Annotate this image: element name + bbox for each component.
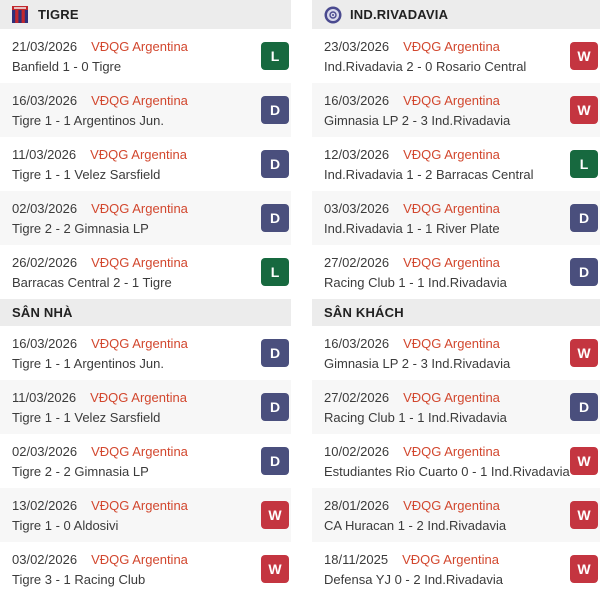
match-date: 13/02/2026 bbox=[12, 497, 78, 513]
result-badge: W bbox=[261, 555, 289, 583]
match-row[interactable] bbox=[0, 83, 291, 137]
league-link[interactable]: VĐQG Argentina bbox=[403, 146, 500, 162]
league-link[interactable]: VĐQG Argentina bbox=[403, 443, 500, 459]
match-score: Racing Club 1 - 1 Ind.Rivadavia bbox=[324, 409, 507, 425]
league-link[interactable]: VĐQG Argentina bbox=[91, 551, 188, 567]
match-row[interactable] bbox=[0, 434, 291, 488]
result-badge: D bbox=[261, 96, 289, 124]
match-list bbox=[312, 326, 600, 596]
match-row[interactable] bbox=[0, 29, 291, 83]
result-badge: W bbox=[570, 339, 598, 367]
league-link[interactable]: VĐQG Argentina bbox=[91, 200, 188, 216]
rivadavia-crest-icon bbox=[324, 6, 342, 24]
match-row[interactable] bbox=[312, 29, 600, 83]
match-score: Ind.Rivadavia 2 - 0 Rosario Central bbox=[324, 58, 527, 74]
match-score: Racing Club 1 - 1 Ind.Rivadavia bbox=[324, 274, 507, 290]
result-badge: W bbox=[261, 501, 289, 529]
section-header-rivadavia bbox=[312, 0, 600, 29]
match-info bbox=[324, 444, 570, 479]
match-date: 10/02/2026 bbox=[324, 443, 390, 459]
match-row[interactable] bbox=[312, 380, 600, 434]
match-row[interactable] bbox=[312, 83, 600, 137]
section-rivadavia-form bbox=[312, 0, 600, 299]
match-info bbox=[324, 147, 570, 182]
match-date: 26/02/2026 bbox=[12, 254, 78, 270]
league-link[interactable]: VĐQG Argentina bbox=[403, 254, 500, 270]
section-header-tigre bbox=[0, 0, 291, 29]
result-badge: L bbox=[570, 150, 598, 178]
result-badge: D bbox=[261, 150, 289, 178]
match-row[interactable] bbox=[0, 542, 291, 596]
match-row[interactable] bbox=[312, 488, 600, 542]
match-info bbox=[324, 255, 570, 290]
match-score: Ind.Rivadavia 1 - 1 River Plate bbox=[324, 220, 500, 236]
result-badge: L bbox=[261, 42, 289, 70]
match-info bbox=[12, 336, 261, 371]
match-info bbox=[12, 552, 261, 587]
match-date: 12/03/2026 bbox=[324, 146, 390, 162]
result-badge: W bbox=[570, 447, 598, 475]
match-score: Tigre 1 - 1 Velez Sarsfield bbox=[12, 166, 161, 182]
league-link[interactable]: VĐQG Argentina bbox=[403, 38, 500, 54]
result-badge: W bbox=[570, 501, 598, 529]
match-info bbox=[324, 498, 570, 533]
match-row[interactable] bbox=[0, 488, 291, 542]
match-list bbox=[0, 326, 291, 596]
match-info bbox=[324, 390, 570, 425]
result-badge: W bbox=[570, 42, 598, 70]
match-row[interactable] bbox=[0, 245, 291, 299]
tigre-shield-icon bbox=[12, 6, 30, 24]
section-tigre-form bbox=[0, 0, 291, 299]
match-score: Tigre 2 - 2 Gimnasia LP bbox=[12, 463, 149, 479]
match-date: 21/03/2026 bbox=[12, 38, 78, 54]
match-row[interactable] bbox=[312, 191, 600, 245]
match-info bbox=[12, 255, 261, 290]
match-date: 03/02/2026 bbox=[12, 551, 78, 567]
match-score: CA Huracan 1 - 2 Ind.Rivadavia bbox=[324, 517, 507, 533]
league-link[interactable]: VĐQG Argentina bbox=[403, 389, 500, 405]
result-badge: W bbox=[570, 555, 598, 583]
league-link[interactable]: VĐQG Argentina bbox=[90, 389, 187, 405]
match-score: Gimnasia LP 2 - 3 Ind.Rivadavia bbox=[324, 355, 511, 371]
result-badge: D bbox=[261, 339, 289, 367]
match-list bbox=[0, 29, 291, 299]
result-badge: D bbox=[570, 258, 598, 286]
result-badge: D bbox=[570, 204, 598, 232]
match-row[interactable] bbox=[0, 326, 291, 380]
section-home-form bbox=[0, 299, 291, 596]
league-link[interactable]: VĐQG Argentina bbox=[91, 497, 188, 513]
match-row[interactable] bbox=[312, 434, 600, 488]
match-info bbox=[12, 390, 261, 425]
match-date: 18/11/2025 bbox=[324, 551, 389, 567]
match-row[interactable] bbox=[0, 137, 291, 191]
league-link[interactable]: VĐQG Argentina bbox=[90, 146, 187, 162]
result-badge: D bbox=[570, 393, 598, 421]
match-date: 02/03/2026 bbox=[12, 200, 78, 216]
section-header-home bbox=[0, 299, 291, 326]
match-date: 16/03/2026 bbox=[12, 92, 78, 108]
match-row[interactable] bbox=[312, 542, 600, 596]
result-badge: D bbox=[261, 447, 289, 475]
result-badge: W bbox=[570, 96, 598, 124]
match-score: Gimnasia LP 2 - 3 Ind.Rivadavia bbox=[324, 112, 511, 128]
league-link[interactable]: VĐQG Argentina bbox=[402, 551, 499, 567]
league-link[interactable]: VĐQG Argentina bbox=[91, 92, 188, 108]
match-row[interactable] bbox=[0, 380, 291, 434]
section-title: TIGRE bbox=[38, 7, 79, 22]
match-date: 27/02/2026 bbox=[324, 254, 390, 270]
section-title: SÂN NHÀ bbox=[12, 305, 73, 320]
section-header-away bbox=[312, 299, 600, 326]
match-score: Tigre 2 - 2 Gimnasia LP bbox=[12, 220, 149, 236]
section-title: SÂN KHÁCH bbox=[324, 305, 404, 320]
left-column bbox=[0, 0, 291, 596]
match-row[interactable] bbox=[312, 137, 600, 191]
league-link[interactable]: VĐQG Argentina bbox=[91, 38, 188, 54]
match-date: 23/03/2026 bbox=[324, 38, 390, 54]
league-link[interactable]: VĐQG Argentina bbox=[403, 92, 500, 108]
match-info bbox=[324, 93, 570, 128]
match-score: Tigre 1 - 1 Velez Sarsfield bbox=[12, 409, 161, 425]
league-link[interactable]: VĐQG Argentina bbox=[91, 254, 188, 270]
result-badge: L bbox=[261, 258, 289, 286]
match-info bbox=[12, 147, 261, 182]
match-score: Tigre 1 - 1 Argentinos Jun. bbox=[12, 112, 164, 128]
match-date: 03/03/2026 bbox=[324, 200, 390, 216]
match-info bbox=[12, 201, 261, 236]
match-info bbox=[324, 39, 570, 74]
league-link[interactable]: VĐQG Argentina bbox=[91, 443, 188, 459]
match-date: 16/03/2026 bbox=[324, 92, 390, 108]
league-link[interactable]: VĐQG Argentina bbox=[91, 335, 188, 351]
match-info bbox=[12, 93, 261, 128]
right-column bbox=[312, 0, 600, 596]
match-list bbox=[312, 29, 600, 299]
match-row[interactable] bbox=[312, 245, 600, 299]
league-link[interactable]: VĐQG Argentina bbox=[403, 200, 500, 216]
match-info bbox=[324, 201, 570, 236]
match-date: 16/03/2026 bbox=[12, 335, 78, 351]
section-away-form bbox=[312, 299, 600, 596]
match-info bbox=[12, 498, 261, 533]
match-score: Ind.Rivadavia 1 - 2 Barracas Central bbox=[324, 166, 534, 182]
match-score: Tigre 1 - 1 Argentinos Jun. bbox=[12, 355, 164, 371]
match-date: 11/03/2026 bbox=[12, 389, 77, 405]
match-date: 02/03/2026 bbox=[12, 443, 78, 459]
match-score: Barracas Central 2 - 1 Tigre bbox=[12, 274, 172, 290]
match-date: 16/03/2026 bbox=[324, 335, 390, 351]
match-date: 28/01/2026 bbox=[324, 497, 390, 513]
match-info bbox=[12, 39, 261, 74]
result-badge: D bbox=[261, 393, 289, 421]
match-score: Tigre 3 - 1 Racing Club bbox=[12, 571, 146, 587]
match-info bbox=[12, 444, 261, 479]
match-score: Banfield 1 - 0 Tigre bbox=[12, 58, 122, 74]
result-badge: D bbox=[261, 204, 289, 232]
match-info bbox=[324, 552, 570, 587]
match-row[interactable] bbox=[0, 191, 291, 245]
match-date: 27/02/2026 bbox=[324, 389, 390, 405]
section-title: IND.RIVADAVIA bbox=[350, 7, 449, 22]
match-info bbox=[324, 336, 570, 371]
league-link[interactable]: VĐQG Argentina bbox=[403, 335, 500, 351]
match-score: Tigre 1 - 0 Aldosivi bbox=[12, 517, 119, 533]
match-date: 11/03/2026 bbox=[12, 146, 77, 162]
match-row[interactable] bbox=[312, 326, 600, 380]
league-link[interactable]: VĐQG Argentina bbox=[403, 497, 500, 513]
match-score: Defensa YJ 0 - 2 Ind.Rivadavia bbox=[324, 571, 503, 587]
match-score: Estudiantes Rio Cuarto 0 - 1 Ind.Rivadavia bbox=[324, 463, 570, 479]
